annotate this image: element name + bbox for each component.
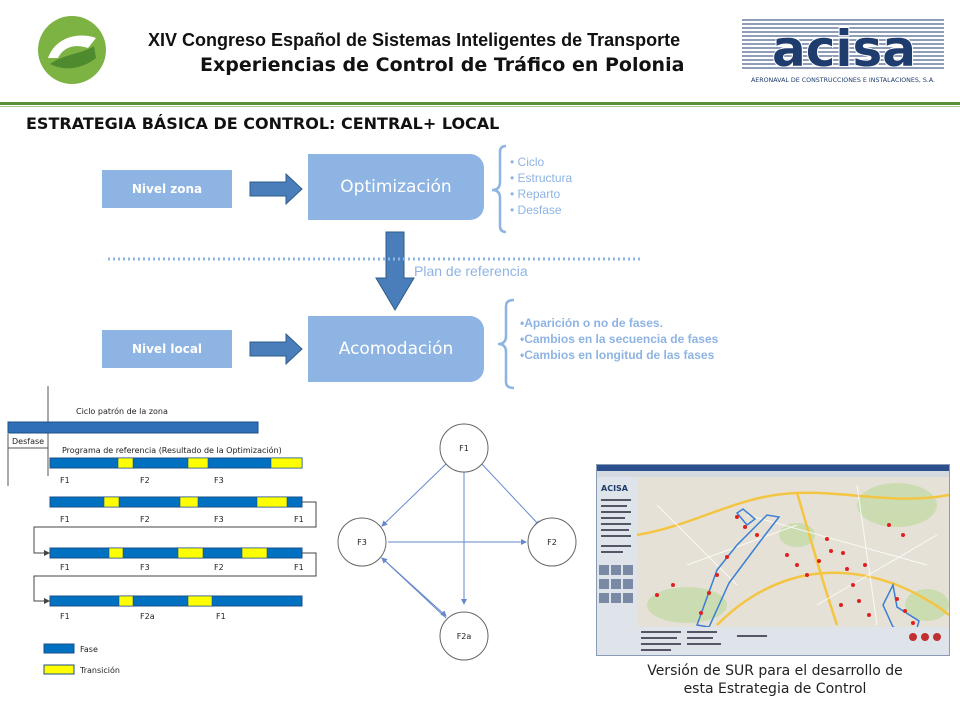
optimization-item: • Desfase	[510, 203, 562, 217]
edge	[480, 462, 540, 526]
accommodation-item: •Aparición o no de fases.	[520, 316, 663, 330]
phase-row-4	[50, 596, 302, 621]
presentation-subtitle: Experiencias de Control de Tráfico en Polonia	[200, 54, 685, 76]
phase-label: F1	[60, 612, 70, 621]
accommodation-items	[520, 315, 718, 363]
phase-label: F1	[60, 476, 70, 485]
phase-row-2	[50, 497, 304, 524]
phase-label: F3	[140, 563, 150, 572]
phase-row-3	[50, 548, 304, 572]
phase-label: F1	[60, 515, 70, 524]
optimization-box	[308, 154, 484, 220]
accommodation-item: •Cambios en la secuencia de fases	[520, 332, 719, 346]
phase-label: F1	[216, 612, 226, 621]
node-label: F2	[547, 538, 557, 547]
legend-transition-label: Transición	[80, 666, 120, 675]
phase-label: F1	[60, 563, 70, 572]
node-label: F1	[459, 444, 469, 453]
reference-plan-label: Plan de referencia	[414, 263, 528, 279]
conference-title: XIV Congreso Español de Sistemas Inteligentes de Transporte	[148, 30, 681, 50]
brace-accommodation	[498, 300, 514, 388]
cycle-label: Ciclo patrón de la zona	[76, 407, 168, 416]
caption-line-2: esta Estrategia de Control	[683, 681, 867, 697]
phase-label: F1	[294, 515, 304, 524]
phase-label: F2	[140, 515, 150, 524]
program-label: Programa de referencia (Resultado de la Optimización)	[62, 446, 282, 455]
phase-row-1	[50, 458, 302, 485]
arrow-down-icon	[376, 232, 414, 310]
optimization-items	[510, 154, 572, 218]
software-screenshot	[596, 464, 950, 656]
acisa-logo-subtitle: AERONAVAL DE CONSTRUCCIONES E INSTALACIONES, S.A.	[750, 77, 936, 84]
local-level-label: Nivel local	[131, 342, 203, 356]
row-connector	[34, 553, 316, 601]
phase-label: F3	[214, 515, 224, 524]
zone-level-label: Nivel zona	[131, 182, 203, 196]
accommodation-item: •Cambios en longitud de las fases	[520, 348, 715, 362]
screenshot-caption	[600, 662, 950, 698]
phase-label: F2a	[140, 612, 155, 621]
caption-line-1: Versión de SUR para el desarrollo de	[647, 663, 903, 679]
edge	[382, 558, 446, 616]
arrow-right-icon	[44, 598, 50, 604]
phase-timing-diagram	[0, 386, 330, 686]
optimization-item: • Reparto	[510, 187, 561, 201]
phase-label: F2	[214, 563, 224, 572]
legend-phase-swatch	[44, 644, 74, 653]
legend-phase-label: Fase	[80, 645, 98, 654]
arrow-right-icon	[44, 550, 50, 556]
legend-transition-swatch	[44, 665, 74, 674]
phase-graph	[330, 410, 590, 670]
offset-label: Desfase	[12, 437, 45, 446]
edge	[382, 462, 448, 526]
row-connector	[34, 502, 316, 553]
optimization-item: • Ciclo	[510, 155, 545, 169]
phase-label: F3	[214, 476, 224, 485]
cycle-bar	[8, 422, 258, 433]
accommodation-label: Acomodación	[338, 339, 454, 359]
arrow-right-icon	[250, 334, 302, 364]
phase-label: F2	[140, 476, 150, 485]
section-title: ESTRATEGIA BÁSICA DE CONTROL: CENTRAL+ LOCAL	[26, 114, 500, 133]
accommodation-box	[308, 316, 484, 382]
optimization-item: • Estructura	[510, 171, 573, 185]
arrow-right-icon	[250, 174, 302, 204]
brace-optimization	[492, 146, 506, 232]
node-label: F2a	[456, 632, 472, 641]
acisa-logo-text: acisa	[771, 20, 917, 78]
screenshot-logo: ACISA	[601, 484, 628, 493]
node-label: F3	[357, 538, 367, 547]
phase-label: F1	[294, 563, 304, 572]
optimization-label: Optimización	[340, 177, 452, 197]
